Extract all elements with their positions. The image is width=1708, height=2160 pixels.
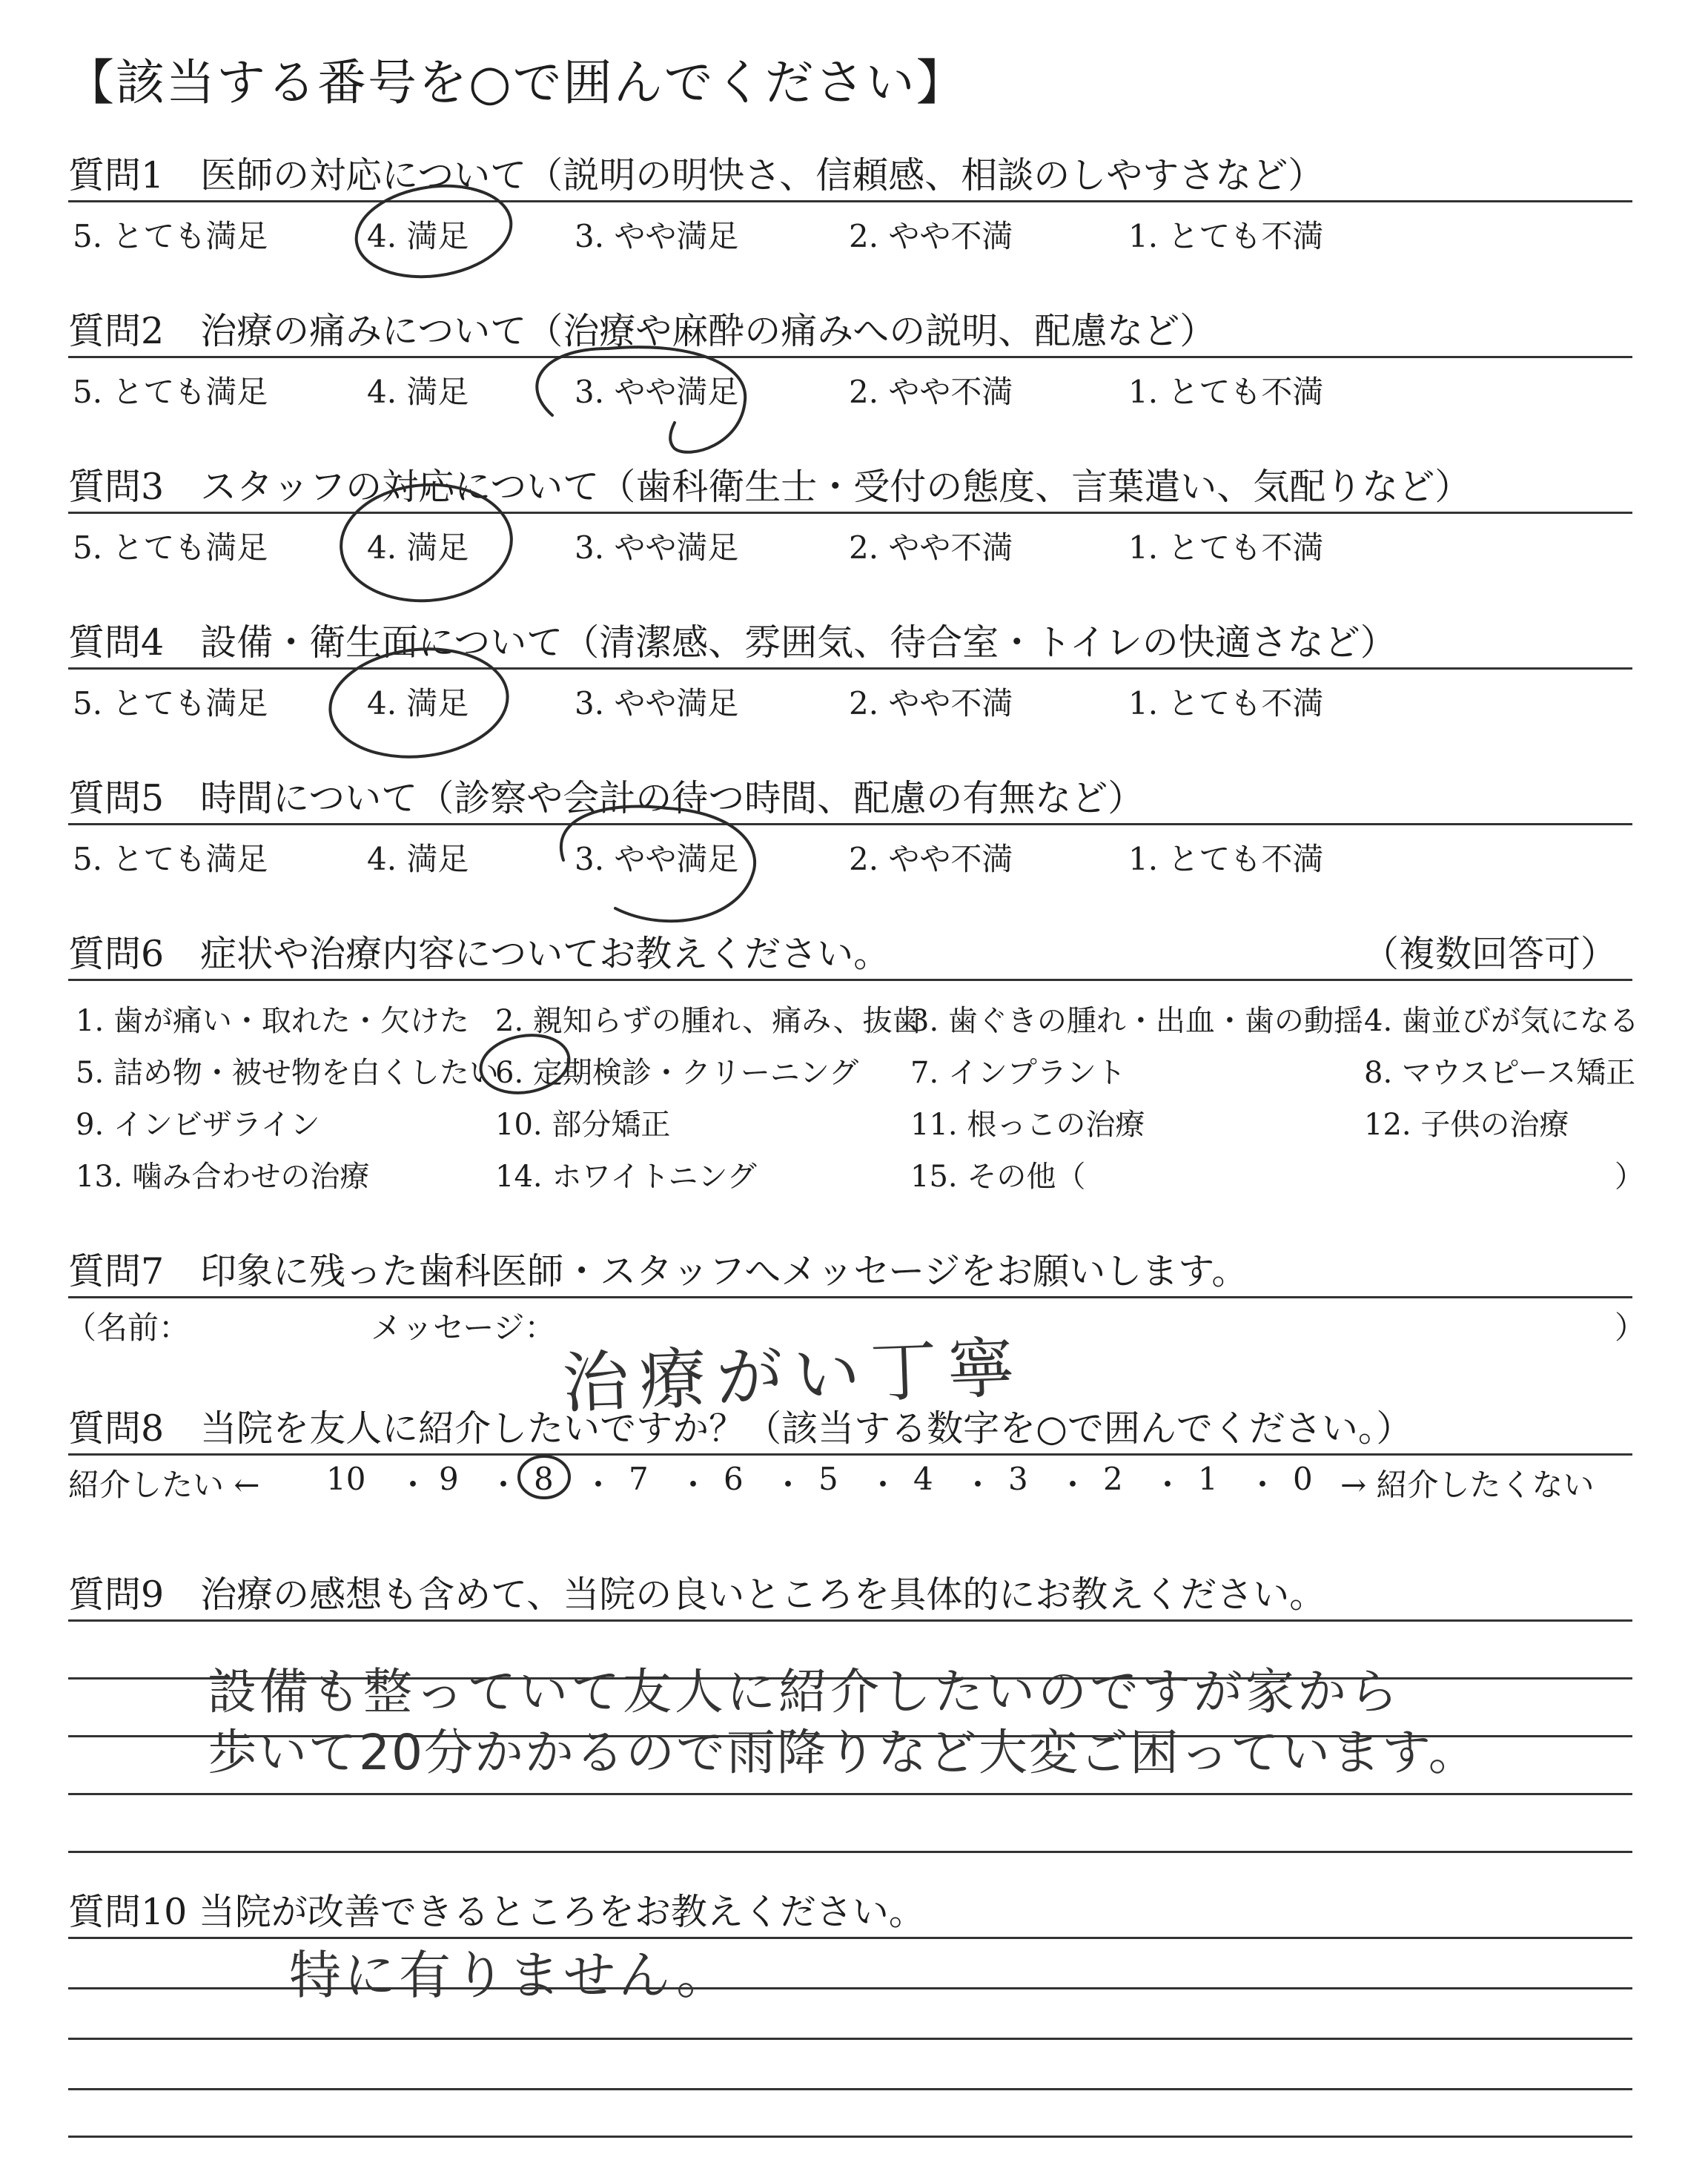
page-title: 【該当する番号を○で囲んでください】 — [65, 54, 967, 111]
multiple-answers-note: （複数回答可） — [1363, 933, 1618, 975]
q4-option-5[interactable]: 5. とても満足 — [73, 685, 268, 721]
separator-dot: ・ — [772, 1467, 804, 1503]
separator-dot: ・ — [583, 1467, 615, 1503]
q4-option-1[interactable]: 1. とても不満 — [1128, 685, 1324, 721]
separator-dot: ・ — [1152, 1467, 1184, 1503]
divider — [68, 979, 1632, 981]
separator-dot: ・ — [678, 1467, 709, 1503]
q6-item-1[interactable]: 1. 歯が痛い・取れた・欠けた — [76, 1004, 469, 1038]
rating-9[interactable]: 9 — [439, 1461, 459, 1497]
rating-7[interactable]: 7 — [629, 1461, 649, 1497]
q3-option-5[interactable]: 5. とても満足 — [73, 529, 268, 566]
q6-item-4[interactable]: 4. 歯並びが気になる — [1364, 1004, 1639, 1038]
divider — [68, 200, 1632, 202]
divider — [68, 1296, 1632, 1298]
handwritten-message: 治療がい丁寧 — [560, 1329, 1026, 1423]
answer-line — [68, 1619, 1632, 1622]
question-4-title: 質問4 設備・衛生面について（清潔感、雰囲気、待合室・トイレの快適さなど） — [68, 621, 1397, 664]
q1-option-1[interactable]: 1. とても不満 — [1128, 218, 1324, 254]
answer-line — [68, 1851, 1632, 1853]
q6-item-11[interactable]: 11. 根っこの治療 — [910, 1108, 1145, 1142]
q6-item-14[interactable]: 14. ホワイトニング — [495, 1160, 757, 1194]
rating-5[interactable]: 5 — [818, 1461, 838, 1497]
question-6-title: 質問6 症状や治療内容についてお教えください。 — [68, 933, 890, 975]
q6-item-10[interactable]: 10. 部分矯正 — [495, 1108, 671, 1142]
rating-2[interactable]: 2 — [1103, 1461, 1123, 1497]
divider — [68, 823, 1632, 825]
question-9-title: 質問9 治療の感想も含めて、当院の良いところを具体的にお教えください。 — [68, 1573, 1326, 1616]
q5-option-1[interactable]: 1. とても不満 — [1128, 841, 1324, 877]
handwritten-improvements: 特に有りません。 — [289, 1945, 732, 2006]
q6-item-6[interactable]: 6. 定期検診・クリーニング — [495, 1056, 859, 1090]
q2-option-5[interactable]: 5. とても満足 — [73, 374, 268, 410]
separator-dot: ・ — [1247, 1467, 1279, 1503]
handwritten-good-points-line-1: 設備も整っていて友人に紹介したいのですが家から — [208, 1663, 1401, 1720]
q3-option-4[interactable]: 4. 満足 — [367, 529, 469, 566]
question-1-title: 質問1 医師の対応について（説明の明快さ、信頼感、相談のしやすさなど） — [68, 154, 1325, 196]
rating-8[interactable]: 8 — [534, 1461, 554, 1497]
rating-6[interactable]: 6 — [724, 1461, 744, 1497]
separator-dot: ・ — [867, 1467, 899, 1503]
q4-option-2[interactable]: 2. やや不満 — [849, 685, 1013, 721]
recommend-right-label: → 紹介したくない — [1340, 1467, 1595, 1503]
q4-option-3[interactable]: 3. やや満足 — [575, 685, 739, 721]
question-10-title: 質問10 当院が改善できるところをお教えください。 — [68, 1891, 925, 1933]
divider — [68, 1453, 1632, 1456]
q6-item-12[interactable]: 12. 子供の治療 — [1364, 1108, 1569, 1142]
q3-option-1[interactable]: 1. とても不満 — [1128, 529, 1324, 566]
separator-dot: ・ — [397, 1467, 429, 1503]
answer-line — [68, 2088, 1632, 2090]
q3-option-3[interactable]: 3. やや満足 — [575, 529, 739, 566]
question-5-title: 質問5 時間について（診察や会計の待つ時間、配慮の有無など） — [68, 777, 1145, 819]
separator-dot: ・ — [962, 1467, 994, 1503]
q4-option-4[interactable]: 4. 満足 — [367, 685, 469, 721]
q5-option-5[interactable]: 5. とても満足 — [73, 841, 268, 877]
q2-option-1[interactable]: 1. とても不満 — [1128, 374, 1324, 410]
q6-item-8[interactable]: 8. マウスピース矯正 — [1364, 1056, 1636, 1090]
message-label: メッセージ： — [371, 1309, 556, 1346]
answer-line — [68, 1793, 1632, 1795]
q2-option-2[interactable]: 2. やや不満 — [849, 374, 1013, 410]
rating-0[interactable]: 0 — [1293, 1461, 1313, 1497]
handwritten-good-points-line-2: 歩いて20分かかるので雨降りなど大変ご困っています。 — [208, 1724, 1479, 1781]
q1-option-3[interactable]: 3. やや満足 — [575, 218, 739, 254]
separator-dot: ・ — [1057, 1467, 1089, 1503]
question-7-title: 質問7 印象に残った歯科医師・スタッフへメッセージをお願いします。 — [68, 1250, 1248, 1292]
q1-option-4[interactable]: 4. 満足 — [367, 218, 469, 254]
divider — [68, 667, 1632, 670]
rating-10[interactable]: 10 — [326, 1461, 366, 1497]
q6-item-13[interactable]: 13. 噛み合わせの治療 — [76, 1160, 370, 1194]
q6-item-15[interactable]: 15. その他（ — [910, 1160, 1086, 1194]
q2-option-4[interactable]: 4. 満足 — [367, 374, 469, 410]
q6-item-2[interactable]: 2. 親知らずの腫れ、痛み、抜歯 — [495, 1004, 922, 1038]
answer-line — [68, 2038, 1632, 2040]
rating-4[interactable]: 4 — [913, 1461, 933, 1497]
q5-option-3[interactable]: 3. やや満足 — [575, 841, 739, 877]
q5-option-4[interactable]: 4. 満足 — [367, 841, 469, 877]
q6-other-close: ） — [1615, 1160, 1644, 1194]
rating-1[interactable]: 1 — [1198, 1461, 1218, 1497]
q1-option-2[interactable]: 2. やや不満 — [849, 218, 1013, 254]
q6-item-3[interactable]: 3. 歯ぐきの腫れ・出血・歯の動揺 — [910, 1004, 1363, 1038]
separator-dot: ・ — [488, 1467, 520, 1503]
answer-line — [68, 2136, 1632, 2138]
question-8-title: 質問8 当院を友人に紹介したいですか？（該当する数字を○で囲んでください。） — [68, 1407, 1413, 1450]
divider — [68, 356, 1632, 358]
q3-option-2[interactable]: 2. やや不満 — [849, 529, 1013, 566]
divider — [68, 512, 1632, 514]
recommend-left-label: 紹介したい ← — [68, 1467, 260, 1503]
q6-item-7[interactable]: 7. インプラント — [910, 1056, 1126, 1090]
q5-option-2[interactable]: 2. やや不満 — [849, 841, 1013, 877]
q6-item-9[interactable]: 9. インビザライン — [76, 1108, 320, 1142]
message-close: ） — [1615, 1309, 1646, 1346]
question-3-title: 質問3 スタッフの対応について（歯科衛生士・受付の態度、言葉遣い、気配りなど） — [68, 466, 1472, 508]
q6-item-5[interactable]: 5. 詰め物・被せ物を白くしたい — [76, 1056, 499, 1090]
q1-option-5[interactable]: 5. とても満足 — [73, 218, 268, 254]
q2-option-3[interactable]: 3. やや満足 — [575, 374, 739, 410]
question-2-title: 質問2 治療の痛みについて（治療や麻酔の痛みへの説明、配慮など） — [68, 310, 1217, 352]
name-label: （名前： — [65, 1309, 191, 1346]
rating-3[interactable]: 3 — [1008, 1461, 1028, 1497]
